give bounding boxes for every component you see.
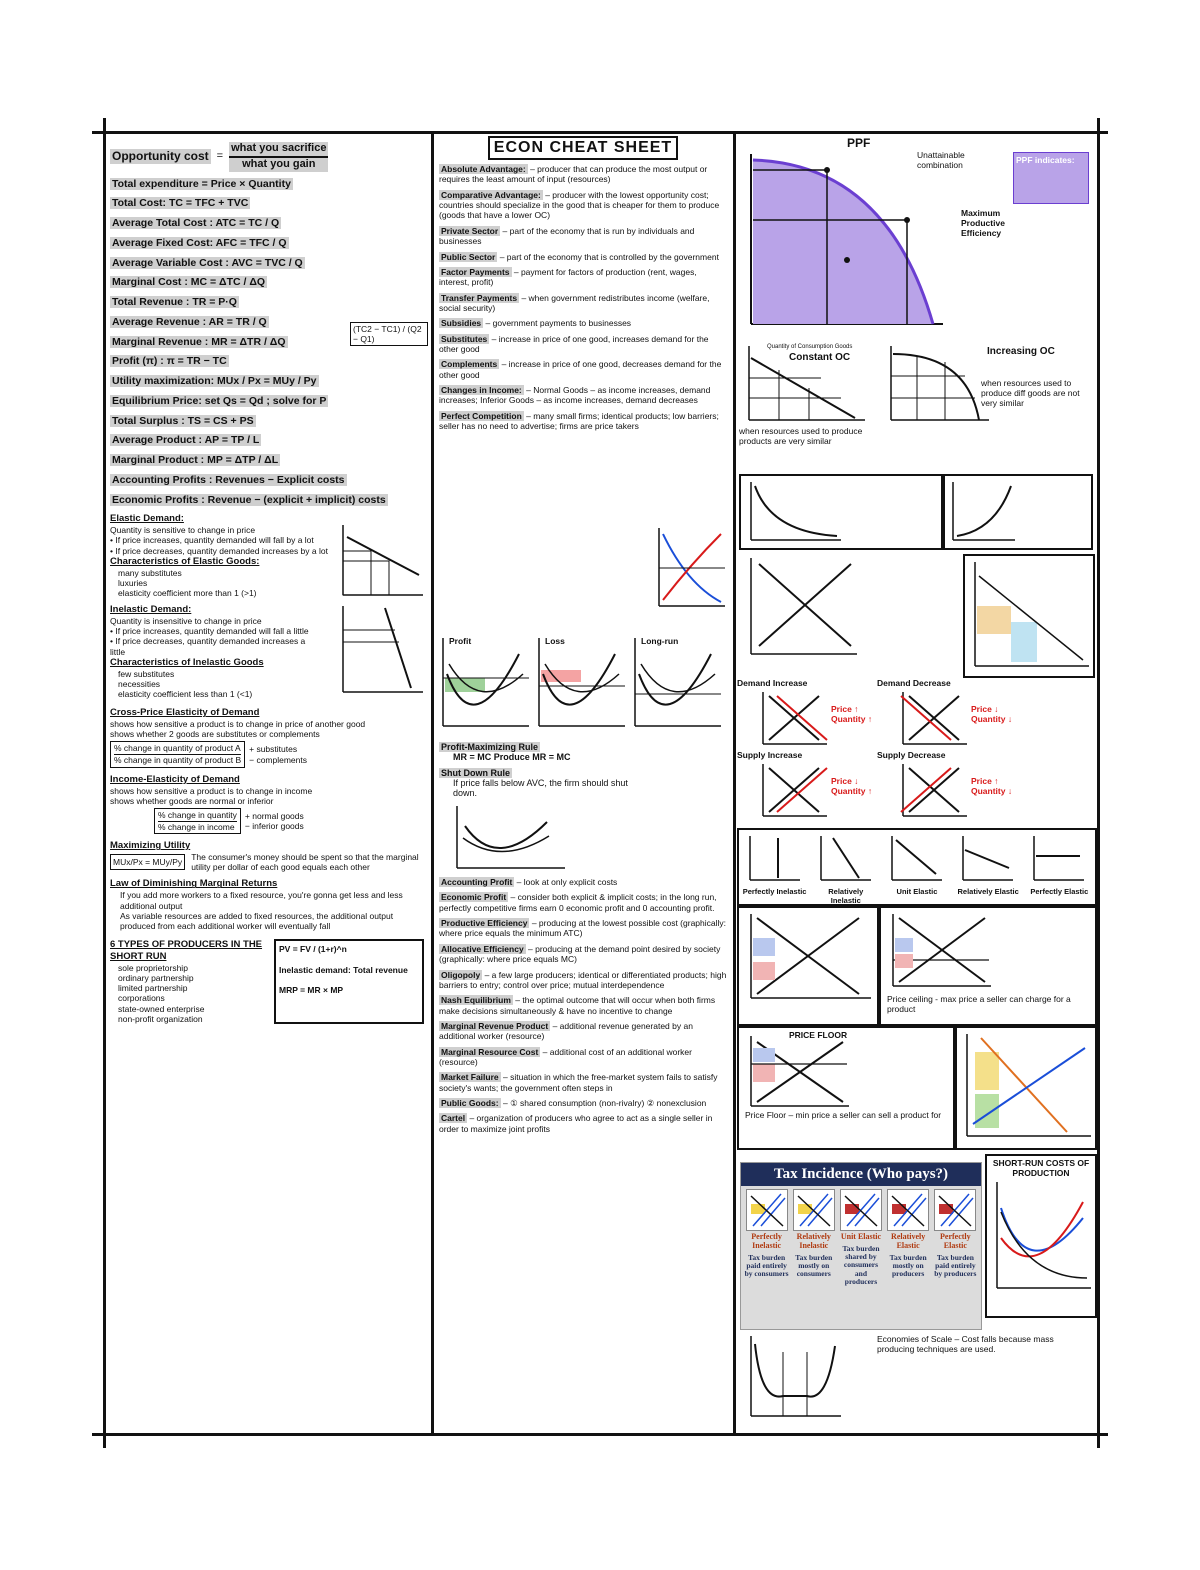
formula-row <box>110 237 428 251</box>
shift-panel-label: Demand Increase <box>737 678 808 688</box>
formula-row <box>110 395 428 409</box>
inelastic-char-head: Characteristics of Inelastic Goods <box>110 656 264 668</box>
column-divider-1 <box>431 131 434 1433</box>
oc-denominator: what you gain <box>229 158 328 172</box>
shift-graph <box>759 690 829 746</box>
cross-price-section <box>110 707 428 768</box>
tax-incidence-panel <box>740 1162 982 1330</box>
definition-term: Complements <box>441 359 498 370</box>
list-item: corporations <box>118 993 165 1004</box>
tax-incidence-column <box>792 1189 836 1286</box>
elasticity-row <box>739 830 1095 905</box>
column-formulas <box>110 134 428 1434</box>
definition-text: producing at the demand point desired by society (graphically: where price equals MC) <box>439 943 721 965</box>
ppf-note-unattainable: Unattainable combination <box>917 150 965 171</box>
elastic-head: Elastic Demand: <box>110 513 184 525</box>
formula-row <box>110 178 428 192</box>
definition-item: Economic Profit – consider both explicit & implicit costs; in the long run, perfectly competitive firms earn 0 economic profit and 0 accounting profit. <box>439 892 717 913</box>
definition-item: Cartel – organization of producers who agree to act as a single seller in order to maximize joint profits <box>439 1113 713 1134</box>
ppf-x-axis-label: Quantity of Consumption Goods <box>767 344 853 350</box>
definition-item: Productive Efficiency – producing at the lowest possible cost (graphically: where price equals the minimum ATC) <box>439 918 727 939</box>
opportunity-cost-label: Opportunity cost <box>112 149 209 164</box>
tax-supply-demand-graph <box>794 1190 834 1230</box>
shift-panel-label: Demand Decrease <box>877 678 951 688</box>
list-item: many substitutes <box>118 567 182 578</box>
formula-text: Total Cost: TC = TFC + TVC <box>112 197 249 210</box>
elasticity-item <box>813 834 879 905</box>
formula-text: Average Total Cost : ATC = TC / Q <box>112 217 280 229</box>
definition-text: increase in price of one good, increases demand for the other good <box>439 333 709 355</box>
elasticity-label: Relatively Elastic <box>957 887 1019 896</box>
definition-text: a few large producers; identical or differentiated products; high barriers to entry; control over price; mutual interdependence <box>439 969 727 990</box>
income-head: Income-Elasticity of Demand <box>110 773 240 785</box>
formula-text: Average Product : AP = TP / L <box>112 434 260 447</box>
definition-list-bottom <box>437 742 729 1139</box>
elastic-char-head: Characteristics of Elastic Goods: <box>110 555 260 567</box>
list-item: + normal goods <box>244 810 304 821</box>
list-item: limited partnership <box>118 983 188 994</box>
shift-panel <box>737 678 873 748</box>
shift-panel <box>877 750 1013 820</box>
formula-text: Accounting Profits : Revenues − Explicit costs <box>112 473 345 486</box>
scale-note: Economies of Scale – Cost falls because mass producing techniques are used. <box>877 1334 1054 1355</box>
definition-text: producing at the lowest possible cost (graphically: where price equals the minimum ATC) <box>439 918 727 939</box>
list-item: shows whether goods are normal or inferior <box>110 795 274 806</box>
formula-text: Profit (π) : π = TR − TC <box>112 355 227 368</box>
tax-mini-graph <box>887 1189 929 1231</box>
formula-text: Total Revenue : TR = P·Q <box>112 296 237 308</box>
elastic-demand-graph <box>335 523 425 603</box>
definition-term: Transfer Payments <box>441 292 518 303</box>
definition-term: Allocative Efficiency <box>441 943 524 954</box>
list-item: Quantity is sensitive to change in price <box>110 525 256 536</box>
list-item: • If price increases, quantity demanded will fall by a lot <box>110 535 314 546</box>
list-item: PV = FV / (1+r)^n <box>279 944 347 955</box>
tax-column-desc: Tax burden mostly on consumers <box>795 1252 833 1279</box>
list-item: elasticity coefficient more than 1 (>1) <box>118 587 257 598</box>
shift-panel-effect: Price ↓ Quantity ↓ <box>971 704 1013 725</box>
column-definitions <box>437 134 729 1434</box>
cross-notes <box>249 744 307 764</box>
definition-item: Subsidies – government payments to businesses <box>441 318 632 329</box>
right-border <box>1097 118 1100 1448</box>
definition-text: payment for factors of production (rent, wages, interest, profit) <box>439 266 697 288</box>
formula-row <box>110 355 428 369</box>
elasticity-graph <box>1032 834 1086 882</box>
inelastic-section <box>110 604 428 699</box>
cost-curve-graph <box>631 634 723 734</box>
definition-term: Factor Payments <box>441 266 510 277</box>
shift-panel-effect: Price ↓ Quantity ↑ <box>831 776 873 797</box>
definition-item: Changes in Income: – Normal Goods – as income increases, demand increases; Inferior Goods – as income increases, demand decreases <box>439 385 711 406</box>
increasing-oc-graph <box>883 340 993 430</box>
list-item: + substitutes <box>249 744 298 755</box>
definition-term: Nash Equilibrium <box>441 995 511 1006</box>
list-item: elasticity coefficient less than 1 (<1) <box>118 689 253 699</box>
cost-graph-label: Loss <box>545 636 565 646</box>
cost-graph-row <box>439 634 729 744</box>
mc-note: (TC2 − TC1) / (Q2 − Q1) <box>350 322 428 346</box>
shut-down-head: Shut Down Rule <box>441 768 510 778</box>
definition-term: Marginal Resource Cost <box>441 1046 539 1057</box>
tax-incidence-columns <box>741 1186 981 1286</box>
utility-formula: MUx/Px = MUy/Py <box>110 854 185 870</box>
cost-graph-panel <box>631 634 723 734</box>
cost-graph-label: Profit <box>449 636 472 646</box>
formula-row <box>110 454 428 468</box>
definition-term: Absolute Advantage: <box>441 164 526 174</box>
elasticity-graph <box>961 834 1015 882</box>
dim-head: Law of Diminishing Marginal Returns <box>110 878 278 890</box>
definition-term: Private Sector <box>441 225 499 236</box>
constant-oc-note: when resources used to produce products are very similar <box>739 426 863 447</box>
page-title: ECON CHEAT SHEET <box>488 136 678 160</box>
surplus-tax-box <box>955 1026 1097 1150</box>
formula-row <box>110 474 428 488</box>
elasticity-label: Unit Elastic <box>896 887 938 896</box>
definition-term: Oligopoly <box>441 969 481 980</box>
definition-text: producer that can produce the most output or requires the least amount of input (resources) <box>439 164 708 185</box>
formula-row <box>110 257 428 271</box>
shift-panel-label: Supply Increase <box>737 750 803 760</box>
inelastic-demand-graph <box>335 604 425 699</box>
left-border <box>103 118 106 1448</box>
utility-head: Maximizing Utility <box>110 840 191 852</box>
surplus-graph <box>741 554 861 664</box>
shift-graph <box>759 762 829 818</box>
tax-column-desc: Tax burden mostly on producers <box>889 1252 927 1279</box>
sr-costs-title: SHORT-RUN COSTS OF PRODUCTION <box>992 1158 1090 1179</box>
tax-column-desc: Tax burden shared by consumers and producers <box>842 1243 880 1286</box>
opportunity-cost: Opportunity cost = what you sacrifice what you gain <box>112 142 327 170</box>
definition-text: additional revenue generated by an additional worker (resource) <box>439 1020 693 1042</box>
cross-den: % change in quantity of product B <box>114 755 242 766</box>
tax-mini-graph <box>746 1189 788 1231</box>
formula-text: Utility maximization: MUx / Px = MUy / Py <box>112 375 317 387</box>
definition-term: Accounting Profit <box>441 877 513 887</box>
definition-item: Substitutes – increase in price of one good, increases demand for the other good <box>439 333 709 355</box>
formula-row <box>110 415 428 429</box>
definition-item: Marginal Resource Cost – additional cost of an additional worker (resource) <box>439 1046 692 1068</box>
definition-list-top <box>437 164 729 432</box>
cross-head: Cross-Price Elasticity of Demand <box>110 707 260 719</box>
list-item: state-owned enterprise <box>118 1003 205 1014</box>
definition-term: Public Goods: <box>441 1098 499 1109</box>
tax-supply-demand-graph <box>888 1190 928 1230</box>
income-den: % change in income <box>158 821 235 832</box>
income-section <box>110 774 428 835</box>
price-ceiling-box <box>737 906 879 1026</box>
definition-text: government payments to businesses <box>492 318 632 329</box>
supply-curve-box <box>943 474 1093 550</box>
income-formula <box>154 808 428 834</box>
definition-term: Cartel <box>441 1113 466 1124</box>
definition-term: Economic Profit <box>441 892 507 903</box>
definition-item: Marginal Revenue Product – additional revenue generated by an additional worker (resource) <box>439 1020 693 1042</box>
formula-row <box>110 276 428 290</box>
formula-text: Total expenditure = Price × Quantity <box>112 177 291 190</box>
diminishing-section <box>110 878 428 931</box>
tax-mini-graph <box>793 1189 835 1231</box>
list-item: ordinary partnership <box>118 973 194 983</box>
definition-text: consider both explicit & implicit costs; in the long run, perfectly competitive firms earn 0 economic profit and 0 accounting profit. <box>439 892 717 913</box>
tax-incidence-column <box>933 1189 977 1286</box>
demand-curve-box <box>739 474 943 550</box>
definition-term: Subsidies <box>441 318 482 329</box>
definition-item: Public Sector – part of the economy that is controlled by the government <box>441 251 719 262</box>
definition-text: organization of producers who agree to act as a single seller in order to maximize joint profits <box>439 1113 713 1134</box>
elasticity-item <box>884 834 950 905</box>
list-item: sole proprietorship <box>118 962 188 973</box>
shut-down-text: If price falls below AVC, the firm should shut down. <box>453 778 628 798</box>
monopoly-graph-box <box>963 554 1095 678</box>
formula-text: Average Fixed Cost: AFC = TFC / Q <box>112 236 287 249</box>
shift-panel-effect: Price ↑ Quantity ↓ <box>971 776 1013 797</box>
definition-text: part of the economy that is controlled by the government <box>506 251 719 262</box>
definition-item: Accounting Profit – look at only explicit costs <box>441 877 618 887</box>
shift-panel-label: Supply Decrease <box>877 750 946 760</box>
formula-row <box>110 197 428 211</box>
definition-text: when government redistributes income (welfare, social security) <box>439 292 710 313</box>
producers-section <box>110 939 270 1024</box>
cross-formula <box>110 741 428 767</box>
definition-item: Market Failure – situation in which the free-market system fails to satisfy society's wants; the government often steps in <box>439 1072 718 1093</box>
price-floor-head: PRICE FLOOR <box>789 1030 848 1040</box>
definition-text: additional cost of an additional worker (resource) <box>439 1046 692 1068</box>
definition-text: part of the economy that is run by individuals and businesses <box>439 225 695 247</box>
list-item: − inferior goods <box>244 821 304 832</box>
definition-term: Perfect Competition <box>441 410 522 421</box>
list-item: luxuries <box>118 577 148 588</box>
producers-list <box>110 963 270 1024</box>
tax-column-name: Perfectly Elastic <box>940 1232 971 1250</box>
tax-incidence-column <box>745 1189 789 1286</box>
profit-max-text: MR = MC Produce MR = MC <box>453 752 571 762</box>
definition-term: Public Sector <box>441 251 496 262</box>
producers-head: 6 TYPES OF PRODUCERS IN THE SHORT RUN <box>110 939 263 962</box>
definition-item: Absolute Advantage: – producer that can produce the most output or requires the least amount of input (resources) <box>439 164 708 185</box>
definition-item: Nash Equilibrium – the optimal outcome that will occur when both firms make decisions simultaneously & have no incentive to change <box>439 995 716 1016</box>
elasticity-item <box>1026 834 1092 905</box>
utility-section <box>110 840 428 872</box>
ppf-indicates-box <box>1013 152 1089 204</box>
price-floor-text: Price Floor – min price a seller can sell a product for <box>745 1110 942 1120</box>
increasing-oc-label: Increasing OC <box>987 346 1055 357</box>
list-item: • If price decreases, quantity demanded increases by a lot <box>110 545 328 556</box>
elasticity-graph <box>819 834 873 882</box>
list-item: As variable resources are added to fixed resources, the additional output produced from each additional worker will eventually fall <box>120 910 394 931</box>
tax-column-name: Relatively Inelastic <box>796 1232 831 1250</box>
list-item: If you add more workers to a fixed resource, you're gonna get less and less additional output <box>120 890 403 911</box>
list-item: non-profit organization <box>118 1013 203 1024</box>
list-item: Quantity is insensitive to change in price <box>110 616 262 626</box>
profit-max-rule <box>439 742 729 762</box>
formula-text: Average Revenue : AR = TR / Q <box>112 315 267 328</box>
definition-item: Transfer Payments – when government redistributes income (welfare, social security) <box>439 292 710 313</box>
tax-incidence-column <box>839 1189 883 1286</box>
price-ceiling-box-2 <box>879 906 1097 1026</box>
tax-mini-graph <box>840 1189 882 1231</box>
formula-text: Total Surplus : TS = CS + PS <box>112 414 254 427</box>
ppf-efficiency-note: Maximum Productive Efficiency <box>961 208 1005 239</box>
definition-term: Changes in Income: <box>441 385 522 396</box>
income-lines <box>110 786 428 806</box>
income-notes <box>245 811 304 831</box>
definition-text: increase in price of one good, decreases demand for the other good <box>439 359 722 380</box>
formula-text: Marginal Revenue : MR = ΔTR / ΔQ <box>112 335 286 348</box>
list-item: shows whether 2 goods are substitutes or complements <box>110 729 320 740</box>
list-item: shows how sensitive a product is to change in income <box>110 785 313 796</box>
formula-text: Marginal Product : MP = ΔTP / ΔL <box>112 454 279 466</box>
cost-curve-graph <box>535 634 627 734</box>
inelastic-head: Inelastic Demand: <box>110 604 192 616</box>
elastic-section <box>110 513 428 598</box>
definition-text: look at only explicit costs <box>523 877 618 887</box>
definition-term: Market Failure <box>441 1072 499 1083</box>
elasticity-graph <box>748 834 802 882</box>
cost-graph-panel <box>439 634 531 734</box>
tax-column-name: Perfectly Inelastic <box>751 1232 782 1250</box>
shift-panel-effect: Price ↑ Quantity ↑ <box>831 704 873 725</box>
perfect-competition-graph <box>647 524 727 614</box>
list-item: Inelastic demand: Total revenue <box>279 964 408 975</box>
column-divider-2 <box>733 131 736 1433</box>
producers-pv-row <box>110 939 428 1024</box>
list-item: − complements <box>249 754 307 765</box>
lrac-graph <box>743 1332 843 1422</box>
tax-incidence-title: Tax Incidence (Who pays?) <box>741 1163 981 1186</box>
cross-lines <box>110 719 428 739</box>
tax-column-desc: Tax burden paid entirely by consumers <box>744 1252 789 1279</box>
definition-item: Allocative Efficiency – producing at the demand point desired by society (graphically: where price equals MC) <box>439 943 721 965</box>
formula-row <box>110 494 428 508</box>
shift-panel <box>737 750 873 820</box>
definition-term: Productive Efficiency <box>441 918 528 929</box>
definition-term: Comparative Advantage: <box>441 189 541 200</box>
shift-graph <box>899 762 969 818</box>
cost-graph-label: Long-run <box>641 636 679 646</box>
list-item: few substitutes <box>118 668 175 679</box>
tax-column-name: Unit Elastic <box>840 1232 882 1241</box>
supply-demand-shift-panels <box>737 678 1095 828</box>
oc-numerator: what you sacrifice <box>229 142 328 158</box>
elasticity-range-box <box>737 828 1097 906</box>
list-item: • If price increases, quantity demanded will fall a little <box>110 626 309 637</box>
inelastic-lines <box>110 616 320 657</box>
income-num: % change in quantity <box>158 809 237 820</box>
tax-supply-demand-graph <box>747 1190 787 1230</box>
pv-box <box>274 939 424 1024</box>
price-ceiling-text: Price ceiling - max price a seller can charge for a product <box>887 994 1071 1015</box>
definition-list-lower <box>437 877 729 1134</box>
elasticity-label: Perfectly Inelastic <box>742 887 807 896</box>
price-floor-box <box>737 1026 955 1150</box>
formula-row <box>110 434 428 448</box>
elastic-lines <box>110 525 330 556</box>
shut-down-rule <box>439 768 729 798</box>
elasticity-label: Relatively Inelastic <box>828 887 864 905</box>
list-item: • If price decreases, quantity demanded increases a little <box>110 636 306 657</box>
tax-supply-demand-graph <box>841 1190 881 1230</box>
definition-term: Marginal Revenue Product <box>441 1020 549 1031</box>
definition-text: the optimal outcome that will occur when both firms make decisions simultaneously & have no incentive to change <box>439 995 716 1016</box>
definition-item: Private Sector – part of the economy that is run by individuals and businesses <box>439 225 695 247</box>
dim-lines <box>110 890 428 931</box>
cost-graph-panel <box>535 634 627 734</box>
cross-num: % change in quantity of product A <box>114 743 241 754</box>
definition-item: Perfect Competition – many small firms; identical products; low barriers; seller has no need to advertise; firms are price takers <box>439 410 719 432</box>
tax-supply-demand-graph <box>935 1190 975 1230</box>
definition-text: many small firms; identical products; low barriers; seller has no need to advertise; firms are price takers <box>439 410 719 432</box>
shift-panel <box>877 678 1013 748</box>
elasticity-item <box>742 834 808 905</box>
definition-item: Complements – increase in price of one good, decreases demand for the other good <box>439 359 722 380</box>
ppf-title: PPF <box>847 136 871 150</box>
definition-item: Factor Payments – payment for factors of production (rent, wages, interest, profit) <box>439 266 697 288</box>
list-item: necessities <box>118 678 161 689</box>
definition-item: Oligopoly – a few large producers; identical or differentiated products; high barriers to entry; control over price; mutual interdependence <box>439 969 727 990</box>
tax-column-desc: Tax burden paid entirely by producers <box>934 1252 977 1279</box>
formula-row <box>110 296 428 310</box>
elasticity-item <box>955 834 1021 905</box>
definition-item: Comparative Advantage: – producer with the lowest opportunity cost; countries should specialize in the good that is cheaper for them to produce (goods that have a lower OC) <box>439 189 720 221</box>
tax-mini-graph <box>934 1189 976 1231</box>
increasing-oc-note: when resources used to produce diff goods are not very similar <box>981 378 1080 409</box>
elasticity-graph <box>890 834 944 882</box>
formula-text: Average Variable Cost : AVC = TVC / Q <box>112 256 303 269</box>
list-item: MRP = MR × MP <box>279 985 344 996</box>
profit-max-head: Profit-Maximizing Rule <box>441 742 539 752</box>
formula-row <box>110 375 428 389</box>
formula-text: Equilibrium Price: set Qs = Qd ; solve for P <box>112 394 327 407</box>
list-item: shows how sensitive a product is to change in price of another good <box>110 719 366 730</box>
elasticity-label: Perfectly Elastic <box>1030 887 1089 896</box>
definition-item: Public Goods: – ① shared consumption (non-rivalry) ② nonexclusion <box>441 1098 707 1109</box>
definition-text: situation in which the free-market system fails to satisfy society's wants; the government often steps in <box>439 1072 718 1093</box>
definition-text: Normal Goods – as income increases, demand increases; Inferior Goods – as income increases, demand decreases <box>439 385 711 406</box>
definition-text: producer with the lowest opportunity cost; countries should specialize in the good that is cheaper for them to produce (goods that have a lower OC) <box>439 189 720 221</box>
ppf-indicates-label: PPF indicates: <box>1016 155 1075 165</box>
formula-text: Marginal Cost : MC = ΔTC / ΔQ <box>112 276 266 289</box>
constant-oc-label: Constant OC <box>789 352 851 363</box>
tax-incidence-column <box>886 1189 930 1286</box>
sr-costs-box <box>985 1154 1097 1318</box>
tax-column-name: Relatively Elastic <box>891 1232 926 1250</box>
definition-text: ① shared consumption (non-rivalry) ② nonexclusion <box>510 1098 707 1109</box>
formula-row <box>110 217 428 231</box>
ppf-graph <box>737 148 947 350</box>
shift-graph <box>899 690 969 746</box>
utility-text: The consumer's money should be spent so that the marginal utility per dollar of each good equals each other <box>191 852 419 873</box>
cost-curve-graph <box>439 634 531 734</box>
shut-down-graph <box>437 802 567 872</box>
definition-term: Substitutes <box>441 333 488 344</box>
formula-text: Economic Profits : Revenue − (explicit + implicit) costs <box>112 493 386 506</box>
